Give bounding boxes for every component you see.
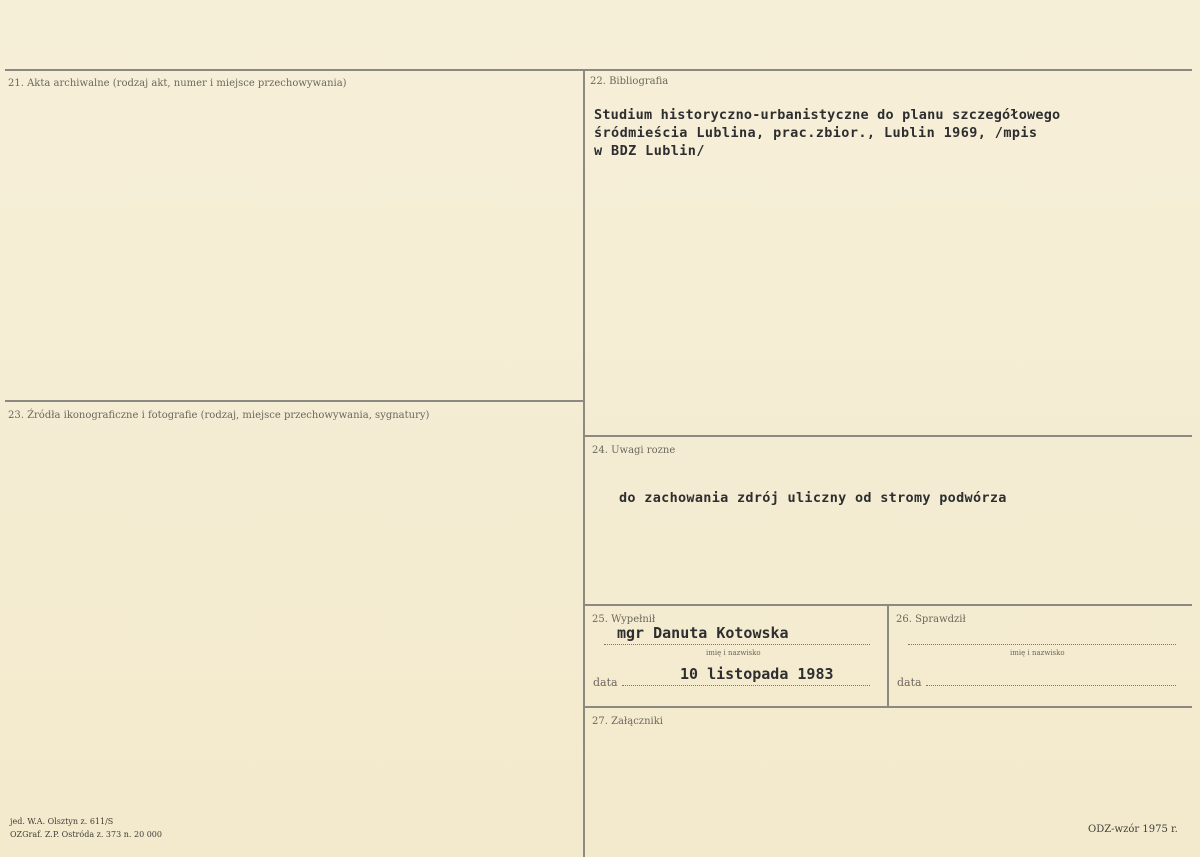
bibliography-line-2: śródmieścia Lublina, prac.zbior., Lublin 1969, /mpis [594, 125, 1038, 141]
filled-by-date: 10 listopada 1983 [680, 665, 834, 683]
divider-25-26 [887, 604, 889, 706]
right-rule-27 [585, 706, 1192, 708]
field-22-label: 22. Bibliografia [590, 76, 669, 87]
printer-line-1: jed. W.A. Olsztyn z. 611/S [10, 817, 114, 826]
field-23-label: 23. Źródła ikonograficzne i fotografie (rodzaj, miejsce przechowywania, sygnatury) [8, 410, 430, 421]
checked-by-date-line [926, 685, 1176, 686]
field-25-label: 25. Wypełnił [592, 614, 656, 625]
field-24-label: 24. Uwagi rozne [592, 445, 676, 456]
remarks-text: do zachowania zdrój uliczny od stromy podwórza [619, 490, 1007, 506]
checked-by-name-line [908, 644, 1176, 645]
field-21-label: 21. Akta archiwalne (rodzaj akt, numer i miejsce przechowywania) [8, 78, 347, 89]
filled-by-date-label: data [593, 676, 618, 689]
form-id: ODZ-wzór 1975 r. [1088, 824, 1178, 835]
printer-line-2: OZGraf. Z.P. Ostróda z. 373 n. 20 000 [10, 830, 162, 839]
center-divider [583, 69, 585, 857]
filled-by-name: mgr Danuta Kotowska [617, 624, 789, 642]
bibliography-line-3: w BDZ Lublin/ [594, 143, 705, 159]
bibliography-line-1: Studium historyczno-urbanistyczne do planu szczegółowego [594, 107, 1061, 123]
left-middle-rule [5, 400, 583, 402]
filled-by-date-line [622, 685, 870, 686]
checked-by-date-label: data [897, 676, 922, 689]
filled-by-name-line [604, 644, 870, 645]
field-26-label: 26. Sprawdził [896, 614, 966, 625]
checked-by-name-caption: imię i nazwisko [1010, 649, 1065, 657]
top-rule [5, 69, 1192, 71]
field-27-label: 27. Załączniki [592, 716, 663, 727]
right-rule-24 [585, 435, 1192, 437]
filled-by-name-caption: imię i nazwisko [706, 649, 761, 657]
